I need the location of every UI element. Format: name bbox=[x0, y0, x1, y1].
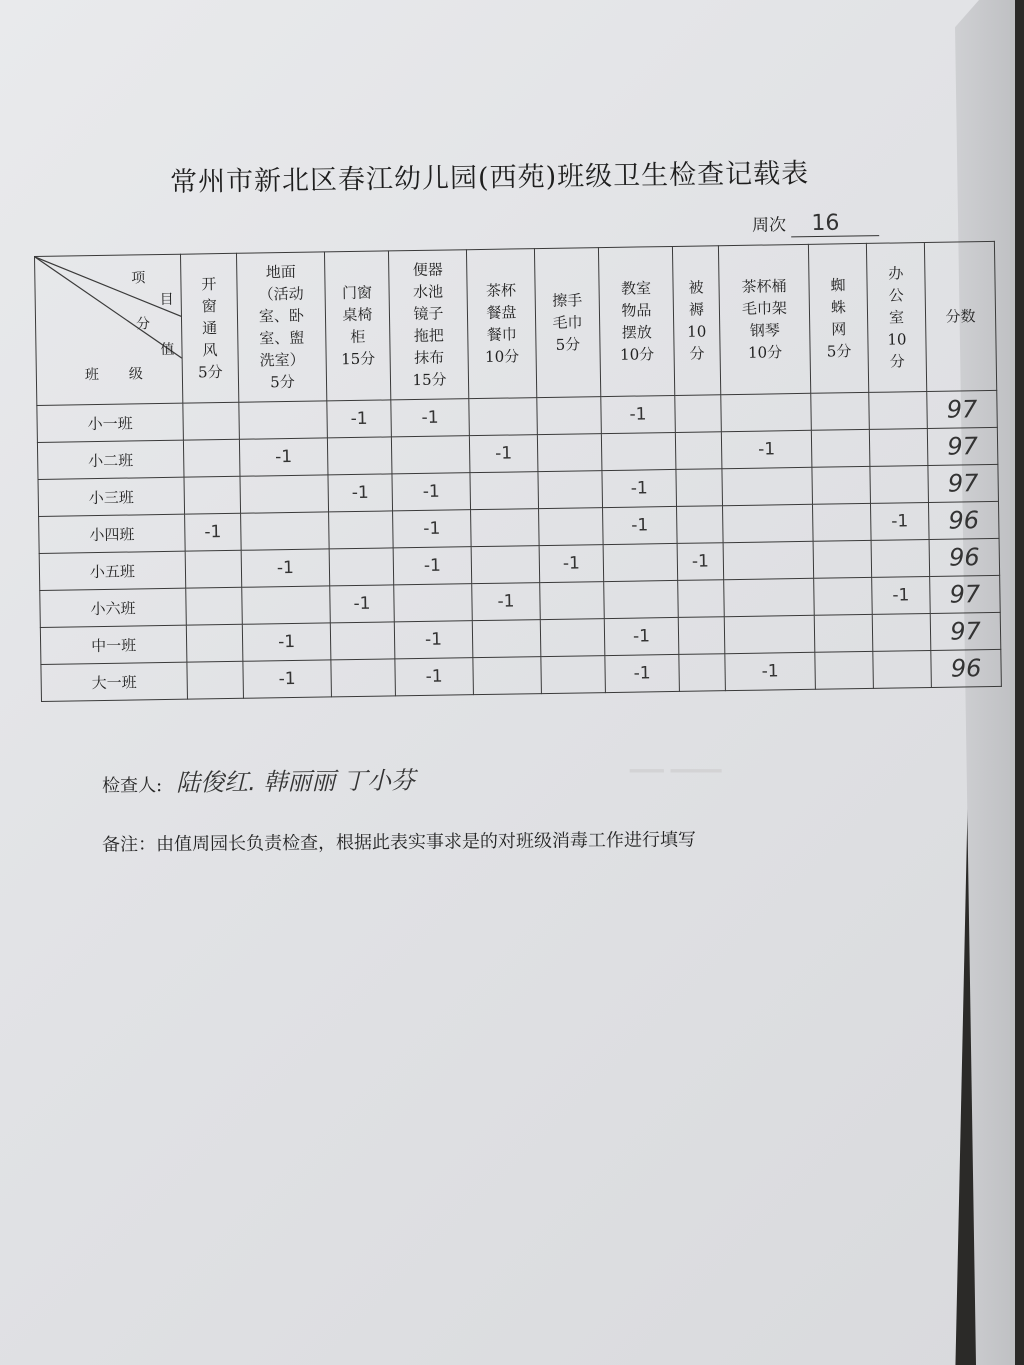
deduction-cell: -1 bbox=[870, 502, 929, 540]
deduction-cell: -1 bbox=[243, 660, 332, 698]
deduction-cell: -1 bbox=[677, 543, 724, 581]
column-header: 教室 物品 摆放 10分 bbox=[598, 246, 674, 396]
column-header: 被 褥 10 分 bbox=[672, 246, 720, 396]
inspectors-label: 检查人: bbox=[101, 775, 163, 797]
deduction-cell: -1 bbox=[605, 654, 680, 692]
deduction-cell bbox=[469, 398, 538, 436]
header-row bbox=[35, 241, 997, 405]
deduction-cell: -1 bbox=[725, 652, 816, 690]
deduction-cell bbox=[869, 428, 928, 466]
deduction-cell bbox=[814, 614, 873, 652]
deduction-cell: -1 bbox=[330, 585, 395, 623]
deduction-cell bbox=[540, 619, 605, 657]
week-label: 周次 bbox=[751, 215, 787, 236]
deduction-cell: -1 bbox=[327, 400, 392, 438]
deduction-cell: -1 bbox=[242, 623, 331, 661]
column-header: 办 公 室 10 分 bbox=[866, 243, 926, 393]
corner-zhi-label: 值 bbox=[160, 341, 175, 359]
deduction-cell bbox=[601, 432, 676, 470]
deduction-cell bbox=[677, 506, 724, 544]
inspector-signatures: 陆俊红. 韩丽丽 丁小芬 bbox=[175, 766, 416, 797]
score-cell: 97 bbox=[930, 575, 1001, 613]
score-cell: 97 bbox=[927, 427, 998, 465]
show-through-text: ▁▁ ▁▁▁ bbox=[630, 748, 722, 773]
deduction-cell bbox=[471, 509, 540, 547]
deduction-cell bbox=[869, 391, 928, 429]
inspection-table bbox=[34, 241, 1002, 702]
deduction-cell bbox=[186, 624, 243, 662]
score-cell: 96 bbox=[931, 649, 1002, 687]
deduction-cell bbox=[721, 393, 812, 431]
class-name-cell: 小四班 bbox=[39, 514, 186, 553]
corner-header bbox=[35, 254, 183, 405]
deduction-cell: -1 bbox=[469, 435, 538, 473]
deduction-cell bbox=[470, 472, 539, 510]
column-header: 茶杯 餐盘 餐巾 10分 bbox=[466, 249, 536, 399]
deduction-cell bbox=[329, 548, 394, 586]
class-name-cell: 小六班 bbox=[40, 588, 187, 627]
deduction-cell bbox=[187, 661, 244, 699]
deduction-cell bbox=[331, 659, 396, 697]
deduction-cell bbox=[183, 402, 240, 440]
corner-mu-label: 目 bbox=[159, 291, 174, 309]
score-cell: 97 bbox=[930, 612, 1001, 650]
deduction-cell bbox=[471, 546, 540, 584]
deduction-cell: -1 bbox=[472, 583, 541, 621]
deduction-cell: -1 bbox=[395, 658, 474, 696]
deduction-cell bbox=[811, 392, 870, 430]
deduction-cell bbox=[870, 465, 929, 503]
deduction-cell bbox=[812, 503, 871, 541]
corner-item-label: 项 bbox=[131, 270, 146, 287]
deduction-cell bbox=[675, 395, 722, 433]
deduction-cell: -1 bbox=[394, 621, 473, 659]
deduction-cell bbox=[603, 543, 678, 581]
deduction-cell bbox=[724, 578, 815, 616]
deduction-cell bbox=[538, 471, 603, 509]
column-header: 便器 水池 镜子 拖把 抹布 15分 bbox=[388, 250, 468, 400]
deduction-cell bbox=[678, 617, 725, 655]
deduction-cell bbox=[676, 469, 723, 507]
class-name-cell: 小三班 bbox=[38, 477, 185, 516]
column-header: 蜘 蛛 网 5分 bbox=[808, 243, 868, 393]
corner-ban-label: 班 bbox=[84, 366, 100, 384]
deduction-cell bbox=[541, 656, 606, 694]
column-header: 分数 bbox=[924, 241, 996, 391]
remarks-note: 备注：由值周园长负责检查，根据此表实事求是的对班级消毒工作进行填写 bbox=[101, 829, 697, 856]
deduction-cell: -1 bbox=[604, 617, 679, 655]
deduction-cell: -1 bbox=[602, 469, 677, 507]
deduction-cell: -1 bbox=[328, 474, 393, 512]
table-body bbox=[37, 390, 1002, 701]
score-cell: 97 bbox=[927, 390, 998, 428]
deduction-cell bbox=[873, 650, 932, 688]
deduction-cell bbox=[604, 580, 679, 618]
column-header: 擦手 毛巾 5分 bbox=[534, 248, 600, 398]
class-name-cell: 大一班 bbox=[41, 662, 188, 701]
score-cell: 96 bbox=[929, 538, 1000, 576]
deduction-cell bbox=[723, 504, 814, 542]
deduction-cell: -1 bbox=[872, 576, 931, 614]
document-title: 常州市新北区春江幼儿园(西苑)班级卫生检查记载表 bbox=[169, 158, 810, 199]
deduction-cell bbox=[540, 582, 605, 620]
deduction-cell bbox=[537, 434, 602, 472]
deduction-cell bbox=[183, 439, 240, 477]
deduction-cell bbox=[675, 432, 722, 470]
inspection-table-wrap bbox=[34, 241, 981, 702]
deduction-cell bbox=[539, 508, 604, 546]
deduction-cell bbox=[241, 512, 330, 550]
deduction-cell bbox=[185, 550, 242, 588]
class-name-cell: 小五班 bbox=[39, 551, 186, 590]
column-header: 门窗 桌椅 柜 15分 bbox=[324, 251, 390, 401]
deduction-cell bbox=[472, 620, 541, 658]
column-header: 开 窗 通 风 5分 bbox=[180, 253, 238, 403]
deduction-cell bbox=[184, 476, 241, 514]
class-name-cell: 小二班 bbox=[37, 440, 184, 479]
deduction-cell: -1 bbox=[185, 513, 242, 551]
deduction-cell bbox=[242, 586, 331, 624]
deduction-cell bbox=[724, 615, 815, 653]
class-name-cell: 小一班 bbox=[37, 403, 184, 442]
deduction-cell bbox=[391, 436, 470, 474]
deduction-cell bbox=[812, 466, 871, 504]
deduction-cell bbox=[722, 467, 813, 505]
deduction-cell: -1 bbox=[603, 506, 678, 544]
corner-ji-label: 级 bbox=[128, 366, 143, 383]
deduction-cell bbox=[872, 613, 931, 651]
deduction-cell: -1 bbox=[721, 430, 812, 468]
deduction-cell: -1 bbox=[393, 510, 472, 548]
deduction-cell: -1 bbox=[392, 473, 471, 511]
corner-diagonals bbox=[35, 255, 183, 405]
deduction-cell: -1 bbox=[239, 438, 328, 476]
deduction-cell bbox=[815, 651, 874, 689]
deduction-cell bbox=[679, 654, 726, 692]
score-cell: 97 bbox=[928, 464, 999, 502]
deduction-cell bbox=[329, 511, 394, 549]
deduction-cell bbox=[240, 475, 329, 513]
deduction-cell bbox=[473, 657, 542, 695]
deduction-cell: -1 bbox=[391, 399, 470, 437]
deduction-cell bbox=[678, 580, 725, 618]
deduction-cell bbox=[814, 577, 873, 615]
column-header: 茶杯桶 毛巾架 钢琴 10分 bbox=[718, 244, 810, 394]
deduction-cell: -1 bbox=[241, 549, 330, 587]
deduction-cell bbox=[871, 539, 930, 577]
deduction-cell bbox=[537, 397, 602, 435]
deduction-cell: -1 bbox=[393, 547, 472, 585]
deduction-cell: -1 bbox=[539, 545, 604, 583]
score-cell: 96 bbox=[928, 501, 999, 539]
deduction-cell bbox=[813, 540, 872, 578]
corner-fen-label: 分 bbox=[135, 316, 151, 333]
deduction-cell: -1 bbox=[601, 395, 676, 433]
deduction-cell bbox=[239, 401, 328, 439]
deduction-cell bbox=[811, 429, 870, 467]
deduction-cell bbox=[327, 437, 392, 475]
inspectors-line bbox=[102, 760, 415, 798]
deduction-cell bbox=[186, 587, 243, 625]
deduction-cell bbox=[723, 541, 814, 579]
week-value: 16 bbox=[791, 210, 879, 237]
deduction-cell bbox=[330, 622, 395, 660]
column-header: 地面 （活动 室、卧 室、盥 洗室） 5分 bbox=[236, 252, 326, 402]
deduction-cell bbox=[394, 584, 473, 622]
class-name-cell: 中一班 bbox=[40, 625, 187, 664]
week-field bbox=[752, 209, 880, 238]
